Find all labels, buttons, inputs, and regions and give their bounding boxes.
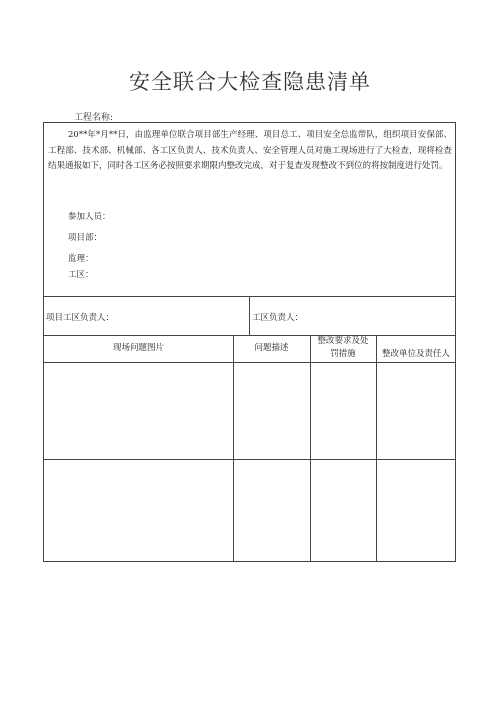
- header-photo: 现场问题图片: [112, 343, 164, 353]
- cell-requirement-1[interactable]: [310, 362, 376, 459]
- cell-photo-2[interactable]: [44, 459, 233, 561]
- header-requirement: 整改要求及处罚措施: [317, 336, 369, 359]
- divider-table-top: [44, 335, 455, 336]
- cell-description-1[interactable]: [233, 362, 310, 459]
- divider-signature-mid: [249, 296, 250, 335]
- inspection-form: [43, 122, 456, 562]
- cell-responsible-1[interactable]: [376, 362, 455, 459]
- cell-responsible-2[interactable]: [376, 459, 455, 561]
- cell-description-2[interactable]: [233, 459, 310, 561]
- page-title: 安全联合大检查隐患清单: [129, 70, 371, 94]
- project-area-lead-label: 项目工区负责人：: [46, 313, 115, 323]
- intro-paragraph: 20**年*月**日，由监理单位联合项目部生产经理、项目总工、项目安全总监带队，组织项目安保部、工程部、技术部、机械部、各工区负责人、技术负责人、安全管理人员对施工现场进行了大检查，现将检查结果通报如下，同时各工区务必按照要求期限内整改完成，对于复查发现整改不到位的将按制度进行处罚。: [48, 130, 452, 171]
- cell-photo-1[interactable]: [44, 362, 233, 459]
- project-dept-label: 项目部：: [68, 233, 103, 243]
- header-responsible: 整改单位及责任人: [381, 349, 450, 359]
- work-area-label: 工区：: [68, 270, 94, 280]
- header-description: 问题描述: [254, 343, 289, 353]
- supervision-label: 监理：: [68, 254, 94, 264]
- participants-label: 参加人员：: [68, 212, 111, 222]
- cell-requirement-2[interactable]: [310, 459, 376, 561]
- project-name-label: 工程名称:: [74, 113, 114, 123]
- area-lead-label: 工区负责人：: [252, 313, 304, 323]
